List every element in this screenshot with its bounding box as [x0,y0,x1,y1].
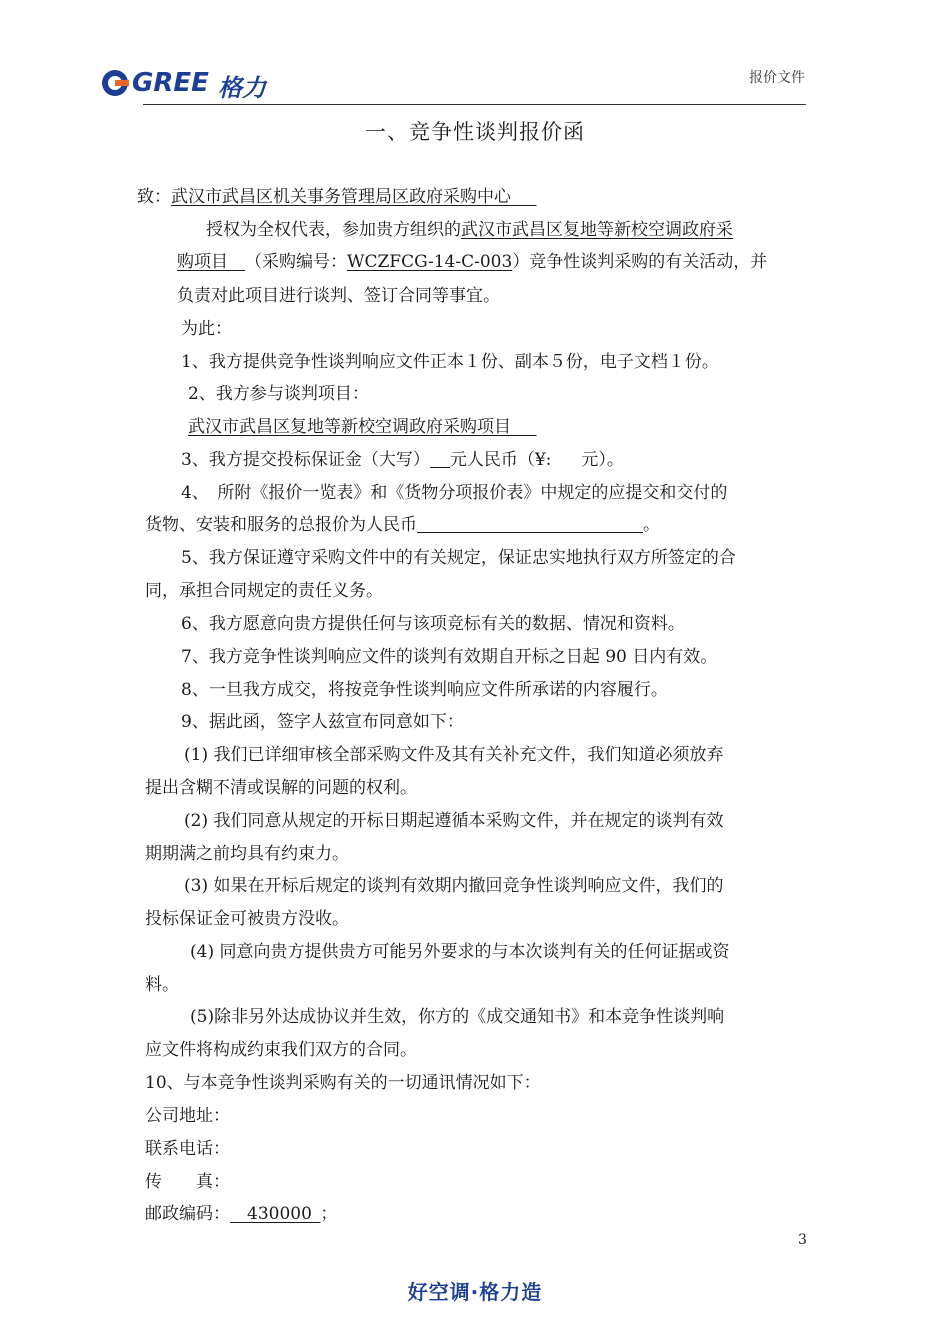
postal-code-value: 430000 [247,1204,312,1224]
wei-ci-label: 为此： [181,319,232,339]
postal-code-label: 邮政编码： [145,1204,230,1224]
sub-item-3-line-2: 投标保证金可被贵方没收。 [145,909,349,929]
project-name-inline: 武汉市武昌区复地等新校空调政府采 [461,220,733,240]
item-2: 2、我方参与谈判项目： [188,384,369,404]
sub-item-3-line-1: (3) 如果在开标后规定的谈判有效期内撤回竞争性谈判响应文件，我们的 [184,876,724,896]
logo-wordmark: GREE [132,68,209,98]
postal-code-line: 邮政编码： 430000 ； [145,1204,338,1224]
sub-item-4-line-2: 料。 [145,975,179,995]
sub-item-5-line-2: 应文件将构成约束我们双方的合同。 [145,1040,417,1060]
gree-logo-mark-icon [100,68,130,98]
auth-line-2: 购项目 （采购编号：WCZFCG-14-C-003）竞争性谈判采购的有关活动，并 [177,252,768,272]
item-3: 3、我方提交投标保证金（大写） 元人民币（¥: 元）。 [181,450,624,470]
sub-item-2-line-2: 期期满之前均具有约束力。 [145,844,349,864]
page-title: 一、竞争性谈判报价函 [365,120,585,144]
company-address-label: 公司地址： [145,1106,230,1126]
item-8: 8、一旦我方成交，将按竞争性谈判响应文件所承诺的内容履行。 [181,680,668,700]
item-4-line-2: 货物、安装和服务的总报价为人民币 。 [145,515,660,535]
logo-wordmark-cn: 格力 [218,74,266,102]
sub-item-1-line-2: 提出含糊不清或误解的问题的权利。 [145,778,417,798]
fax-label: 传 真： [145,1172,230,1192]
item-5-line-1: 5、我方保证遵守采购文件中的有关规定，保证忠实地执行双方所签定的合 [181,548,736,568]
auth-line-1: 授权为全权代表，参加贵方组织的武汉市武昌区复地等新校空调政府采 [206,220,733,240]
header-divider [143,104,806,105]
to-prefix: 致： [137,187,171,207]
deposit-amount-blank [430,451,450,468]
sub-item-4-line-1: (4) 同意向贵方提供贵方可能另外要求的与本次谈判有关的任何证据或资 [190,942,730,962]
project-name-line [188,416,537,438]
sub-item-1-line-1: (1) 我们已详细审核全部采购文件及其有关补充文件，我们知道必须放弃 [184,745,724,765]
item-4-line-1: 4、 所附《报价一览表》和《货物分项报价表》中规定的应提交和交付的 [181,483,728,503]
gree-logo [100,64,280,104]
item-9: 9、据此函，签字人兹宣布同意如下： [181,712,464,732]
item-10: 10、与本竞争性谈判采购有关的一切通讯情况如下： [145,1073,541,1093]
phone-label: 联系电话： [145,1139,230,1159]
sub-item-5-line-1: (5)除非另外达成协议并生效，你方的《成交通知书》和本竞争性谈判响 [190,1007,725,1027]
total-price-blank [417,516,643,533]
recipient-line [137,186,537,208]
item-7: 7、我方竞争性谈判响应文件的谈判有效期自开标之日起 90 日内有效。 [181,647,718,667]
doc-type-label: 报价文件 [749,70,805,86]
page-number: 3 [798,1232,807,1248]
project-name: 武汉市武昌区复地等新校空调政府采购项目 [188,417,511,437]
item-6: 6、我方愿意向贵方提供任何与该项竞标有关的数据、情况和资料。 [181,614,685,634]
item-1: 1、我方提供竞争性谈判响应文件正本１份、副本５份，电子文档１份。 [181,352,719,372]
auth-line-3: 负责对此项目进行谈判、签订合同等事宜。 [177,286,500,306]
item-5-line-2: 同，承担合同规定的责任义务。 [145,581,383,601]
recipient-name: 武汉市武昌区机关事务管理局区政府采购中心 [171,187,511,207]
sub-item-2-line-1: (2) 我们同意从规定的开标日期起遵循本采购文件，并在规定的谈判有效 [184,811,724,831]
procurement-code: WCZFCG-14-C-003 [347,252,513,272]
footer-slogan: 好空调·格力造 [407,1280,543,1304]
